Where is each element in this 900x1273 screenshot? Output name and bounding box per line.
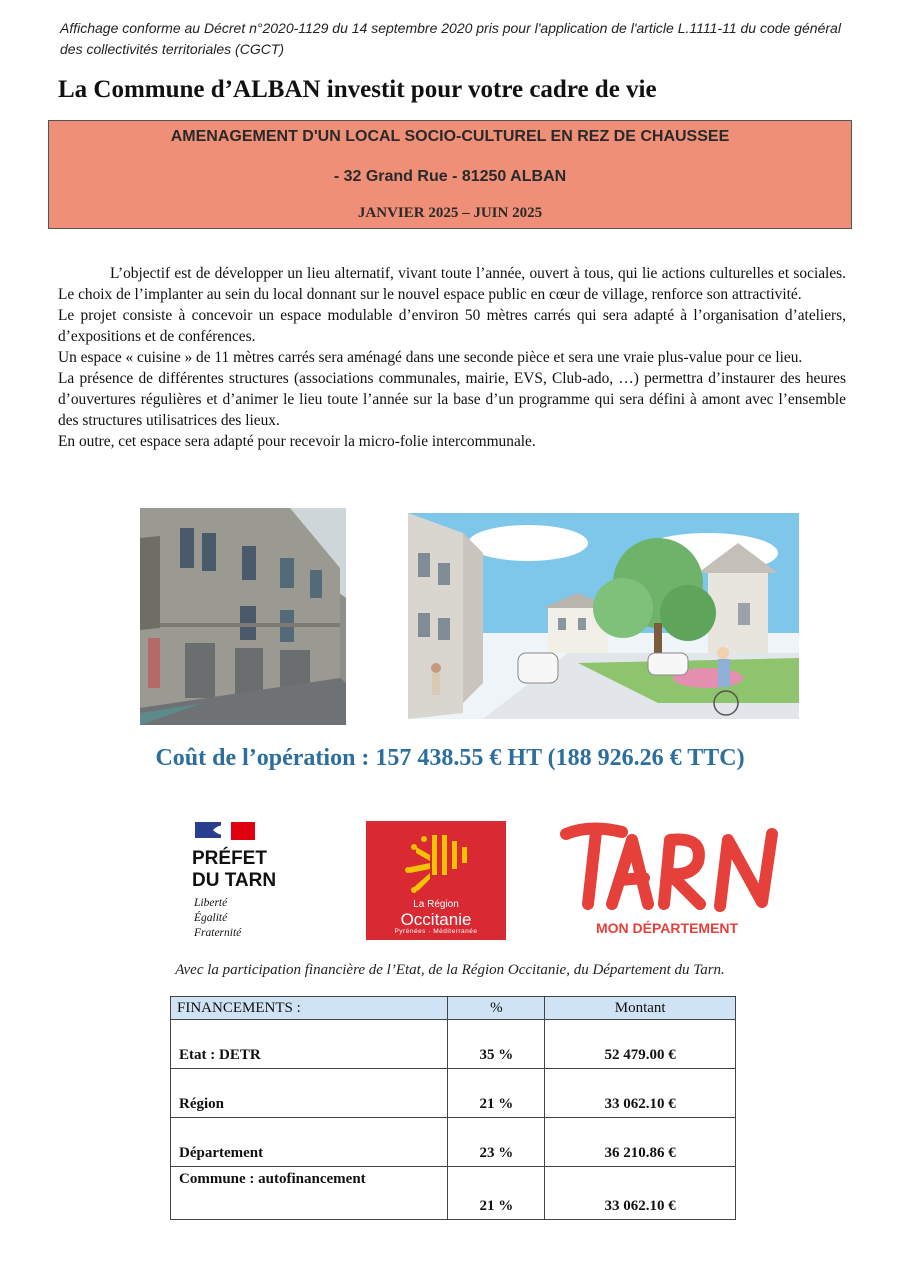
tarn-wordmark — [560, 818, 786, 918]
table-row — [171, 1118, 736, 1167]
row-label: Département — [171, 1118, 448, 1167]
row-amount: 33 062.10 € — [545, 1069, 736, 1118]
project-banner — [48, 120, 852, 229]
row-amount: 33 062.10 € — [545, 1167, 736, 1220]
paragraph-structures: La présence de différentes structures (associations communales, mairie, EVS, Club-ado, …) permettra d’instaurer des heures d’ouvertures régulières et d’animer le lieu toute l’année sur la base d’un programme qui sera défini à amont avec l’ensemble des structures utilisatrices des lieux. — [58, 370, 846, 429]
occitan-cross-icon — [396, 827, 480, 907]
page-title: La Commune d’ALBAN investit pour votre cadre de vie — [58, 76, 657, 103]
banner-project-name: AMENAGEMENT D'UN LOCAL SOCIO-CULTUREL EN REZ DE CHAUSSEE — [170, 128, 730, 145]
row-percent: 23 % — [448, 1118, 545, 1167]
row-label: Région — [171, 1069, 448, 1118]
prefet-line1: PRÉFET — [192, 848, 267, 869]
legal-notice: Affichage conforme au Décret n°2020-1129 du 14 septembre 2020 pris pour l'application de l'article L.1111-11 du code général des collectivités territoriales (CGCT) — [60, 20, 841, 57]
financial-participation-note: Avec la participation financière de l’Etat, de la Région Occitanie, du Département du Tarn. — [175, 962, 725, 978]
motto-fraternite: Fraternité — [194, 927, 242, 939]
project-description — [58, 263, 846, 452]
occitanie-region-label: La Région — [413, 899, 459, 910]
republic-motto — [194, 896, 241, 941]
table-header-row — [171, 997, 736, 1020]
row-amount: 36 210.86 € — [545, 1118, 736, 1167]
financing-table — [170, 996, 736, 1220]
header-percent: % — [448, 997, 545, 1020]
tarn-departement-logo — [560, 818, 786, 940]
paragraph-objective: L’objectif est de développer un lieu alternatif, vivant toute l’année, ouvert à tous, qui lie actions culturelles et sociales. Le choix de l’implanter au sein du local donnant sur le nouvel espace public en cœur de village, renforce son attractivité. — [58, 265, 846, 303]
building-photo — [140, 508, 346, 725]
prefet-line2: DU TARN — [192, 870, 277, 891]
row-percent: 21 % — [448, 1167, 545, 1220]
operation-cost: Coût de l’opération : 157 438.55 € HT (188 926.26 € TTC) — [155, 745, 745, 771]
paragraph-micro-folie: En outre, cet espace sera adapté pour recevoir la micro-folie intercommunale. — [58, 433, 536, 450]
motto-egalite: Égalité — [194, 912, 228, 924]
occitanie-name: Occitanie — [400, 910, 472, 929]
occitanie-subtitle: Pyrénées · Méditerranée — [394, 928, 478, 935]
header-financements: FINANCEMENTS : — [171, 997, 448, 1020]
tarn-subtitle: MON DÉPARTEMENT — [596, 920, 739, 936]
row-amount: 52 479.00 € — [545, 1020, 736, 1069]
motto-liberte: Liberté — [194, 897, 228, 909]
table-row — [171, 1167, 736, 1220]
paragraph-kitchen: Un espace « cuisine » de 11 mètres carrés sera aménagé dans une seconde pièce et sera une vraie plus-value pour ce lieu. — [58, 349, 803, 366]
header-amount: Montant — [545, 997, 736, 1020]
region-occitanie-logo — [366, 821, 506, 940]
project-sketch-image — [408, 513, 799, 719]
paragraph-project: Le projet consiste à concevoir un espace modulable d’environ 50 mètres carrés qui sera adapté à l’organisation d’ateliers, d’expositions et de conférences. — [58, 307, 846, 345]
row-label: Commune : autofinancement — [171, 1167, 448, 1220]
row-label: Etat : DETR — [171, 1020, 448, 1069]
banner-dates: JANVIER 2025 – JUIN 2025 — [357, 205, 543, 221]
prefet-name — [192, 848, 276, 892]
row-percent: 21 % — [448, 1069, 545, 1118]
prefet-du-tarn-logo — [192, 818, 322, 948]
banner-address: - 32 Grand Rue - 81250 ALBAN — [333, 168, 567, 185]
table-row — [171, 1069, 736, 1118]
row-percent: 35 % — [448, 1020, 545, 1069]
french-flag-icon — [195, 820, 255, 840]
table-row — [171, 1020, 736, 1069]
